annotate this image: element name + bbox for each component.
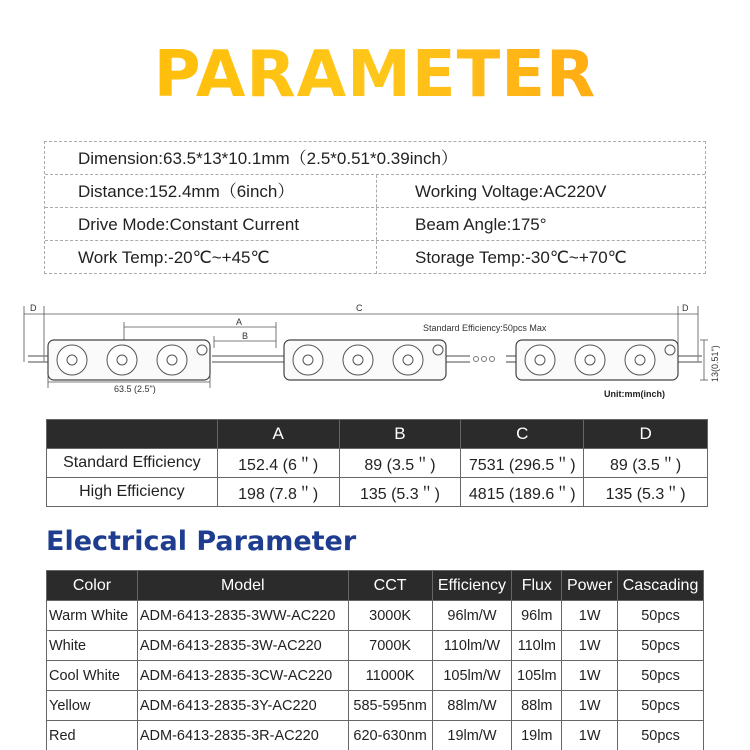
work-temp-text: Work Temp:-20℃~+45℃ xyxy=(78,248,270,267)
parameter-row xyxy=(45,208,705,241)
table-row xyxy=(47,601,704,631)
led-module xyxy=(516,340,678,380)
module-diagram xyxy=(18,298,730,410)
drawing-caption: Standard Efficiency:50pcs Max xyxy=(423,323,547,333)
column-header: Color xyxy=(47,571,138,601)
table-row xyxy=(47,631,704,661)
column-header: C xyxy=(461,420,584,449)
electrical-heading: Electrical Parameter xyxy=(46,526,357,557)
cascading-cell: 50pcs xyxy=(618,601,704,631)
efficiency-cell: 96lm/W xyxy=(432,601,512,631)
label-c: C xyxy=(356,303,363,313)
module-length-label: 63.5 (2.5") xyxy=(114,384,156,394)
storage-temp-text: Storage Temp:-30℃~+70℃ xyxy=(415,248,627,267)
table-cell: 135 (5.3＂) xyxy=(339,478,461,507)
row-label: High Efficiency xyxy=(47,478,218,507)
table-cell: 152.4 (6＂) xyxy=(217,449,339,478)
table-row xyxy=(47,721,704,750)
beam-angle-text: Beam Angle:175° xyxy=(415,215,547,234)
efficiency-cell: 105lm/W xyxy=(432,661,512,691)
flux-cell: 96lm xyxy=(512,601,562,631)
column-header: Power xyxy=(562,571,618,601)
column-header: Model xyxy=(137,571,348,601)
column-divider xyxy=(376,241,377,274)
cascading-cell: 50pcs xyxy=(618,631,704,661)
column-header xyxy=(47,420,218,449)
cct-cell: 620-630nm xyxy=(348,721,432,750)
flux-cell: 110lm xyxy=(512,631,562,661)
cct-cell: 7000K xyxy=(348,631,432,661)
cascading-cell: 50pcs xyxy=(618,691,704,721)
model-cell: ADM-6413-2835-3Y-AC220 xyxy=(137,691,348,721)
cct-cell: 3000K xyxy=(348,601,432,631)
color-cell: Warm White xyxy=(47,601,138,631)
model-cell: ADM-6413-2835-3CW-AC220 xyxy=(137,661,348,691)
label-d-left: D xyxy=(30,303,37,313)
flux-cell: 19lm xyxy=(512,721,562,750)
cascading-cell: 50pcs xyxy=(618,661,704,691)
drive-mode-text: Drive Mode:Constant Current xyxy=(78,215,300,234)
table-row xyxy=(47,478,708,507)
label-d-right: D xyxy=(682,303,689,313)
parameter-row xyxy=(45,142,705,175)
color-cell: White xyxy=(47,631,138,661)
parameter-table xyxy=(44,141,706,274)
table-row xyxy=(47,661,704,691)
module-height-label: 13(0.51") xyxy=(710,345,720,382)
model-cell: ADM-6413-2835-3W-AC220 xyxy=(137,631,348,661)
efficiency-header-row xyxy=(47,420,708,449)
distance-text: Distance:152.4mm（6inch） xyxy=(78,182,295,201)
column-header: A xyxy=(217,420,339,449)
column-header: CCT xyxy=(348,571,432,601)
column-header: B xyxy=(339,420,461,449)
efficiency-cell: 19lm/W xyxy=(432,721,512,750)
table-row xyxy=(47,691,704,721)
power-cell: 1W xyxy=(562,691,618,721)
table-cell: 89 (3.5＂) xyxy=(584,449,708,478)
table-cell: 4815 (189.6＂) xyxy=(461,478,584,507)
column-header: D xyxy=(584,420,708,449)
model-cell: ADM-6413-2835-3R-AC220 xyxy=(137,721,348,750)
cascading-cell: 50pcs xyxy=(618,721,704,750)
electrical-table xyxy=(46,570,704,750)
flux-cell: 105lm xyxy=(512,661,562,691)
parameter-row xyxy=(45,241,705,274)
color-cell: Red xyxy=(47,721,138,750)
cct-cell: 585-595nm xyxy=(348,691,432,721)
model-cell: ADM-6413-2835-3WW-AC220 xyxy=(137,601,348,631)
power-cell: 1W xyxy=(562,631,618,661)
electrical-header-row xyxy=(47,571,704,601)
color-cell: Cool White xyxy=(47,661,138,691)
table-cell: 135 (5.3＂) xyxy=(584,478,708,507)
column-divider xyxy=(376,175,377,207)
label-a: A xyxy=(236,317,243,327)
power-cell: 1W xyxy=(562,601,618,631)
table-cell: 198 (7.8＂) xyxy=(217,478,339,507)
label-b: B xyxy=(242,331,249,341)
efficiency-table xyxy=(46,419,708,507)
table-row xyxy=(47,449,708,478)
column-header: Flux xyxy=(512,571,562,601)
led-module xyxy=(48,340,210,380)
flux-cell: 88lm xyxy=(512,691,562,721)
column-header: Cascading xyxy=(618,571,704,601)
page-title: PARAMETER xyxy=(0,38,750,112)
row-label: Standard Efficiency xyxy=(47,449,218,478)
cct-cell: 11000K xyxy=(348,661,432,691)
table-cell: 7531 (296.5＂) xyxy=(461,449,584,478)
column-header: Efficiency xyxy=(432,571,512,601)
color-cell: Yellow xyxy=(47,691,138,721)
dimension-text: Dimension:63.5*13*10.1mm（2.5*0.51*0.39inch） xyxy=(78,149,458,168)
module-dimension-drawing xyxy=(18,298,730,410)
led-module xyxy=(284,340,446,380)
power-cell: 1W xyxy=(562,721,618,750)
unit-label: Unit:mm(inch) xyxy=(604,389,665,399)
working-voltage-text: Working Voltage:AC220V xyxy=(415,182,607,201)
efficiency-cell: 110lm/W xyxy=(432,631,512,661)
power-cell: 1W xyxy=(562,661,618,691)
parameter-row xyxy=(45,175,705,208)
table-cell: 89 (3.5＂) xyxy=(339,449,461,478)
column-divider xyxy=(376,208,377,240)
efficiency-cell: 88lm/W xyxy=(432,691,512,721)
